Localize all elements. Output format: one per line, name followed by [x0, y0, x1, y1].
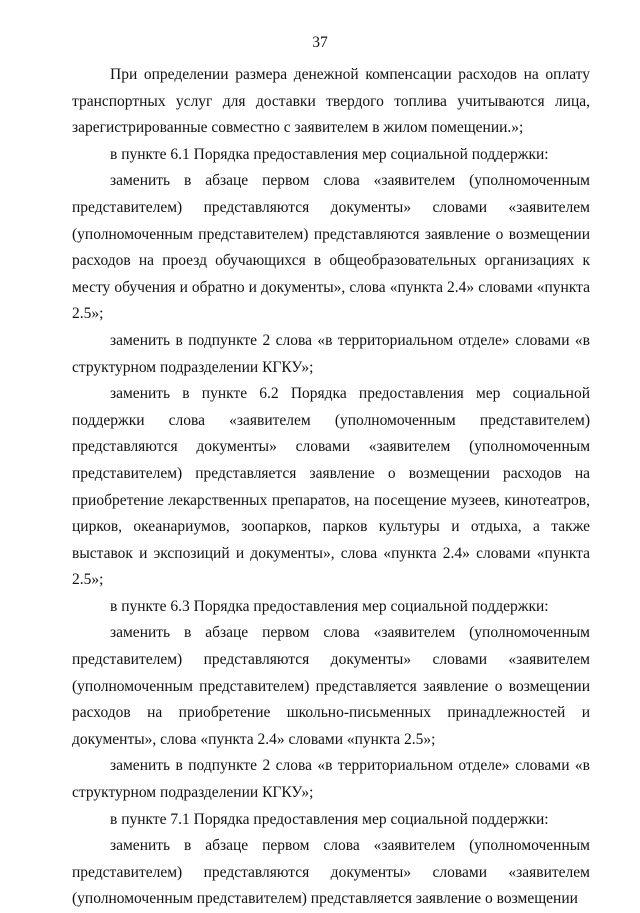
paragraph-clause-6-1-intro: в пункте 6.1 Порядка предоставления мер социальной поддержки:: [110, 145, 549, 163]
paragraph-clause-6-3-amend-first: заменить в абзаце первом слова «заявителем (уполномоченным представителем) представляются документы» словами «заявителем (уполномоченным представителем) представляется заявление о возмещении расходов на приобретение школьно-письменных принадлежностей и документы», слова «пункта 2.4» словами «пункта 2.5»;: [72, 624, 590, 748]
page-number: 37: [312, 34, 328, 51]
paragraph-clause-6-3-amend-sub2: заменить в подпункте 2 слова «в территориальном отделе» словами «в структурном подразделении КГКУ»;: [72, 757, 590, 802]
paragraph-clause-6-2-amend: заменить в пункте 6.2 Порядка предоставления мер социальной поддержки слова «заявителем (уполномоченным представителем) представляются документы» словами «заявителем (уполномоченным представителем) представляется заявление о возмещении расходов на приобретение лекарственных препаратов, на посещение музеев, кинотеатров, цирков, океанариумов, зоопарков, парков культуры и отдыха, а также выставок и экспозиций и документы», слова «пункта 2.4» словами «пункта 2.5»;: [72, 385, 590, 589]
paragraph-clause-7-1-amend-first: заменить в абзаце первом слова «заявителем (уполномоченным представителем) представляются документы» словами «заявителем (уполномоченным представителем) представляется заявление о возмещении: [72, 837, 590, 908]
paragraph-clause-7-1-intro: в пункте 7.1 Порядка предоставления мер социальной поддержки:: [110, 810, 549, 828]
paragraph-clause-6-3-intro: в пункте 6.3 Порядка предоставления мер социальной поддержки:: [110, 597, 549, 615]
paragraph-compensation-note: При определении размера денежной компенсации расходов на оплату транспортных услуг для доставки твердого топлива учитываются лица, зарегистрированные совместно с заявителем в жилом помещении.»;: [72, 66, 590, 137]
paragraph-clause-6-1-amend-sub2: заменить в подпункте 2 слова «в территориальном отделе» словами «в структурном подразделении КГКУ»;: [72, 331, 590, 376]
document-body: [72, 62, 590, 913]
paragraph-clause-6-1-amend-first: заменить в абзаце первом слова «заявителем (уполномоченным представителем) представляются документы» словами «заявителем (уполномоченным представителем) представляются заявление о возмещении расходов на проезд обучающихся в общеобразовательных организациях к месту обучения и обратно и документы», слова «пункта 2.4» словами «пункта 2.5»;: [72, 172, 590, 323]
